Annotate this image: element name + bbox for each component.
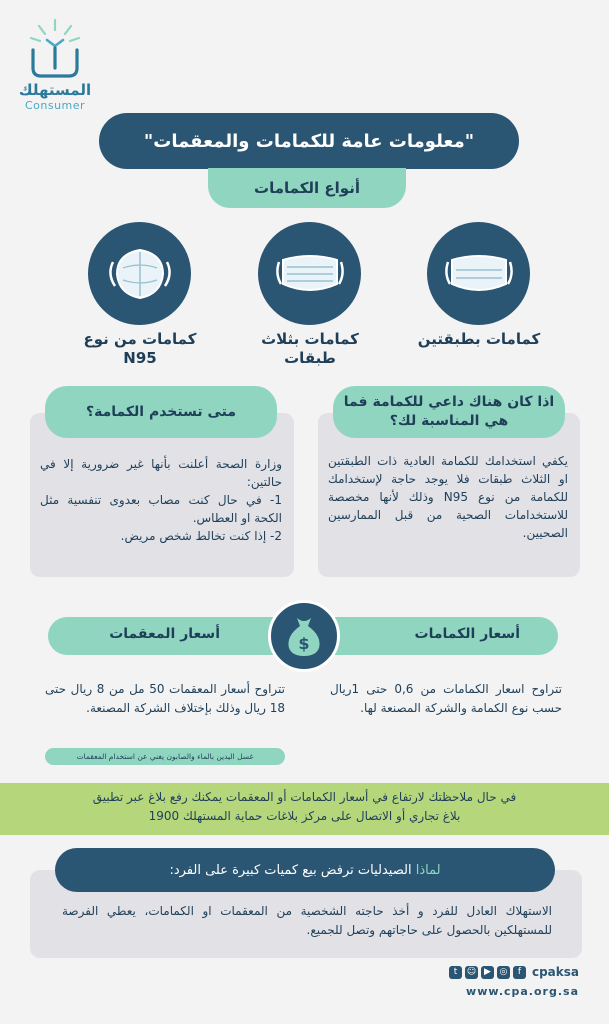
report-line: بلاغ تجاري أو الاتصال على مركز بلاغات حماية المستهلك 1900 [148,808,461,823]
facebook-icon[interactable]: f [513,966,526,979]
money-bag-icon [268,600,340,672]
consumer-logo-icon [25,18,85,80]
mask-type-label: كمامات بثلاث طبقات [261,330,359,367]
suitable-mask-text: يكفي استخدامك للكمامة العادية ذات الطبقتين او الثلاث طبقات فلا يوجد حاجة لإستخدامك للكمامة من نوع N95 وذلك لأنها مخصصة للاستخدامات الصحية من قبل الممارسين الصحيين. [328,454,568,540]
when-to-use-item: 2- إذا كنت تخالط شخص مريض. [120,529,282,543]
sanitizer-prices-text: تتراوح أسعار المعقمات 50 مل من 8 ريال حتى 18 ريال وذلك بإختلاف الشركة المصنعة. [45,682,285,715]
mask-type-label: كمامات من نوع N95 [83,330,197,367]
svg-text:$: $ [298,634,310,653]
social-handle[interactable]: cpaksa [531,965,579,979]
brand-name-en: Consumer [24,99,86,112]
social-row [449,963,579,981]
suitable-mask-heading: اذا كان هناك داعي للكمامة فما هي المناسبة لك؟ [333,386,565,438]
two-layer-mask-icon [427,222,530,325]
mask-prices-label: أسعار الكمامات [414,626,520,642]
why-heading-prefix: لماذا [415,862,441,878]
brand-name-ar: المستهلك [18,81,92,99]
twitter-icon[interactable]: t [449,966,462,979]
report-band [0,783,609,835]
why-heading [55,848,555,892]
brand-logo [18,18,92,112]
why-text: الاستهلاك العادل للفرد و أخذ حاجته الشخصية من المعقمات او الكمامات، يعطي الفرصة للمستهلكين بالحصول على حاجاتهم وتصل للجميع. [62,904,552,938]
page-title: "معلومات عامة للكمامات والمعقمات" [99,113,519,169]
mask-type-label: كمامات بطبقتين [417,330,541,348]
when-to-use-text [40,455,282,545]
when-to-use-item: 1- في حال كنت مصاب بعدوى تنفسية مثل الكحة او العطاس. [40,493,282,525]
sanitizer-prices-label: أسعار المعقمات [109,626,220,642]
n95-mask-icon [88,222,191,325]
mask-prices-text: تتراوح اسعار الكمامات من 0,6 حتى 1ريال حسب نوع الكمامة والشركة المصنعة لها. [330,682,563,715]
when-to-use-heading: متى تستخدم الكمامة؟ [45,386,277,438]
handwashing-note: غسل اليدين بالماء والصابون يغني عن استخدام المعقمات [45,748,285,765]
why-heading-rest: الصيدليات ترفض بيع كميات كبيرة على الفرد: [169,862,412,878]
mask-types-heading: أنواع الكمامات [208,168,406,208]
three-layer-mask-icon [258,222,361,325]
website-link[interactable]: www.cpa.org.sa [466,985,579,998]
report-line: في حال ملاحظتك لارتفاع في أسعار الكمامات أو المعقمات يمكنك رفع بلاغ عبر تطبيق [92,790,517,804]
youtube-icon[interactable]: ▶ [481,966,494,979]
snapchat-icon[interactable]: ☺ [466,967,477,977]
instagram-icon[interactable]: ◎ [497,966,510,979]
when-to-use-intro: وزارة الصحة أعلنت بأنها غير ضرورية إلا في حالتين: [40,457,282,489]
